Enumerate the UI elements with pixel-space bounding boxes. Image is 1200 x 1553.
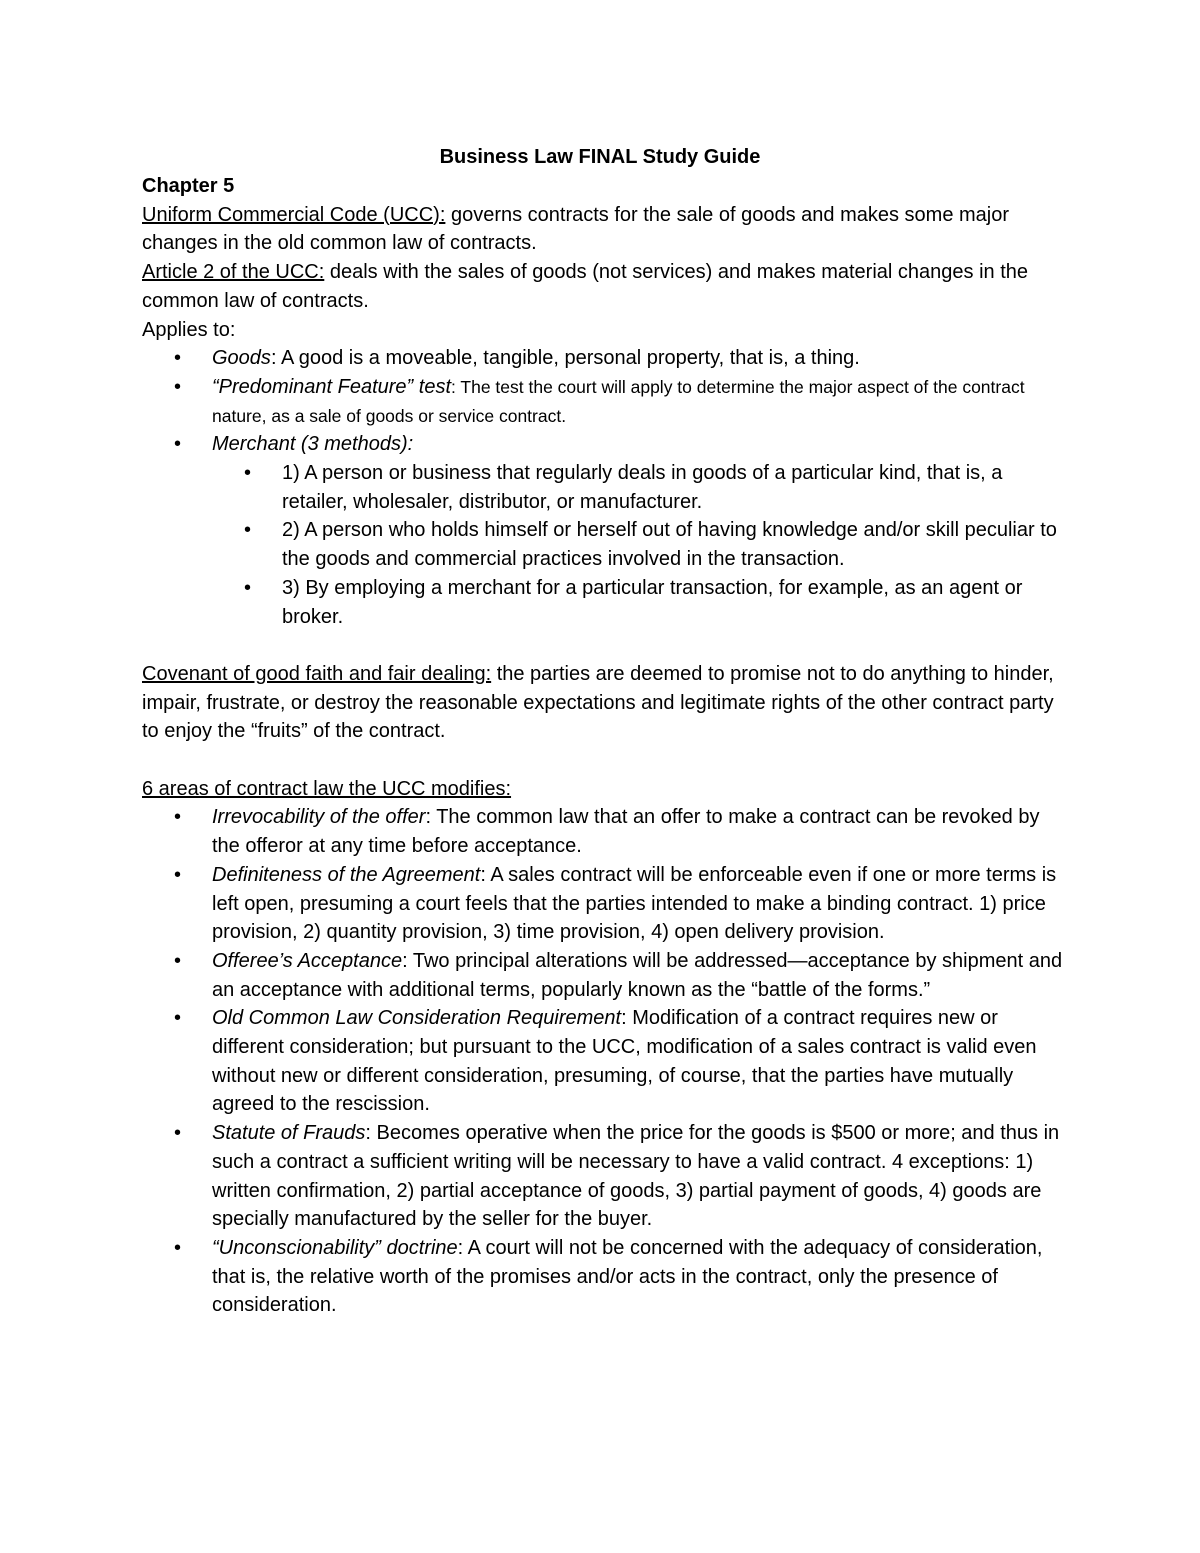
covenant-definition <box>142 660 1072 746</box>
bullet-icon: • <box>174 949 182 972</box>
item-term: “Unconscionability” doctrine <box>212 1236 458 1259</box>
item-text: : A good is a moveable, tangible, personal property, that is, a thing. <box>270 347 860 370</box>
ucc-term: Uniform Commercial Code (UCC): <box>142 203 446 226</box>
item-text: : A sales contract will be enforceable even if one or more terms is left open, presuming a court feels that the parties intended to make a binding contract. 1) price provision, 2) quantity provision, 3) time provision, 4) open delivery provision. <box>212 863 1057 944</box>
list-item <box>142 947 1072 1004</box>
item-text: : A court will not be concerned with the adequacy of consideration, that is, the relative worth of the promises and/or acts in the contract, only the presence of consideration. <box>212 1236 1043 1317</box>
list-item <box>142 1004 1072 1119</box>
item-text: : Becomes operative when the price for the goods is $500 or more; and thus in such a contract a sufficient writing will be necessary to have a valid contract. 4 exceptions: 1) written confirmation, 2) partial acceptance of goods, 3) partial payment of goods, 4) goods are specially manufactured by the seller for the buyer. <box>212 1122 1060 1231</box>
chapter-heading: Chapter 5 <box>142 175 235 197</box>
ucc-text: governs contracts for the sale of goods and makes some major changes in the old common law of contracts. <box>142 203 1010 255</box>
applies-to-label: Applies to: <box>142 318 236 341</box>
page-title: Business Law FINAL Study Guide <box>439 146 761 168</box>
list-item <box>142 574 1072 631</box>
bullet-icon: • <box>244 462 252 485</box>
item-term: Merchant (3 methods): <box>212 433 414 456</box>
list-item <box>142 1234 1072 1320</box>
spacer <box>142 631 1072 660</box>
list-item <box>142 516 1072 573</box>
bullet-icon: • <box>174 347 182 370</box>
bullet-icon: • <box>174 1236 182 1259</box>
item-term: Irrevocability of the offer <box>212 806 426 829</box>
areas-list <box>142 803 1072 1320</box>
spacer <box>142 746 1072 775</box>
item-term: Goods <box>212 347 271 370</box>
list-item <box>142 803 1072 860</box>
item-text: 3) By employing a merchant for a particular transaction, for example, as an agent or broker. <box>282 576 1023 628</box>
article2-definition <box>142 258 1072 315</box>
item-term: Old Common Law Consideration Requirement <box>212 1007 622 1030</box>
item-text: 2) A person who holds himself or herself out of having knowledge and/or skill peculiar to the goods and commercial practices involved in the transaction. <box>282 519 1057 571</box>
item-term: “Predominant Feature” test <box>212 375 451 398</box>
bullet-icon: • <box>174 433 182 456</box>
covenant-text: the parties are deemed to promise not to do anything to hinder, impair, frustrate, or destroy the reasonable expectations and legitimate rights of the other contract party to enjoy the “fruits” of the contract. <box>142 662 1054 743</box>
item-term: Offeree’s Acceptance <box>212 949 403 972</box>
areas-heading: 6 areas of contract law the UCC modifies: <box>142 777 512 800</box>
bullet-icon: • <box>174 863 182 886</box>
article2-text: deals with the sales of goods (not services) and makes material changes in the common law of contracts. <box>142 261 1028 312</box>
article2-term: Article 2 of the UCC: <box>142 261 325 284</box>
list-item <box>142 861 1072 947</box>
list-item <box>142 1119 1072 1234</box>
item-term: Statute of Frauds <box>212 1122 366 1145</box>
bullet-icon: • <box>244 576 252 599</box>
bullet-icon: • <box>174 375 182 398</box>
item-text: : Two principal alterations will be addressed—acceptance by shipment and an acceptance with additional terms, popularly known as the “battle of the forms.” <box>212 949 1063 1001</box>
list-item <box>142 344 1072 373</box>
bullet-icon: • <box>244 519 252 542</box>
bullet-icon: • <box>174 1122 182 1145</box>
item-text: 1) A person or business that regularly deals in goods of a particular kind, that is, a retailer, wholesaler, distributor, or manufacturer. <box>282 462 1003 513</box>
covenant-term: Covenant of good faith and fair dealing: <box>142 662 492 685</box>
list-item <box>142 430 1072 459</box>
item-term: Definiteness of the Agreement <box>212 863 481 886</box>
bullet-icon: • <box>174 806 182 829</box>
item-text: : The common law that an offer to make a contract can be revoked by the offeror at any time before acceptance. <box>212 806 1040 858</box>
document-body <box>142 172 1072 1320</box>
item-text: : Modification of a contract requires new or different consideration; but pursuant to the UCC, modification of a sales contract is valid even without new or different consideration, presuming, of course, that the parties have mutually agreed to the rescission. <box>212 1007 1037 1116</box>
list-item <box>142 373 1072 430</box>
list-item <box>142 459 1072 516</box>
item-text: : The test the court will apply to determine the major aspect of the contract nature, as a sale of goods or service contract. <box>212 376 1025 426</box>
bullet-icon: • <box>174 1007 182 1030</box>
applies-list <box>142 344 1072 631</box>
ucc-definition <box>142 201 1072 258</box>
